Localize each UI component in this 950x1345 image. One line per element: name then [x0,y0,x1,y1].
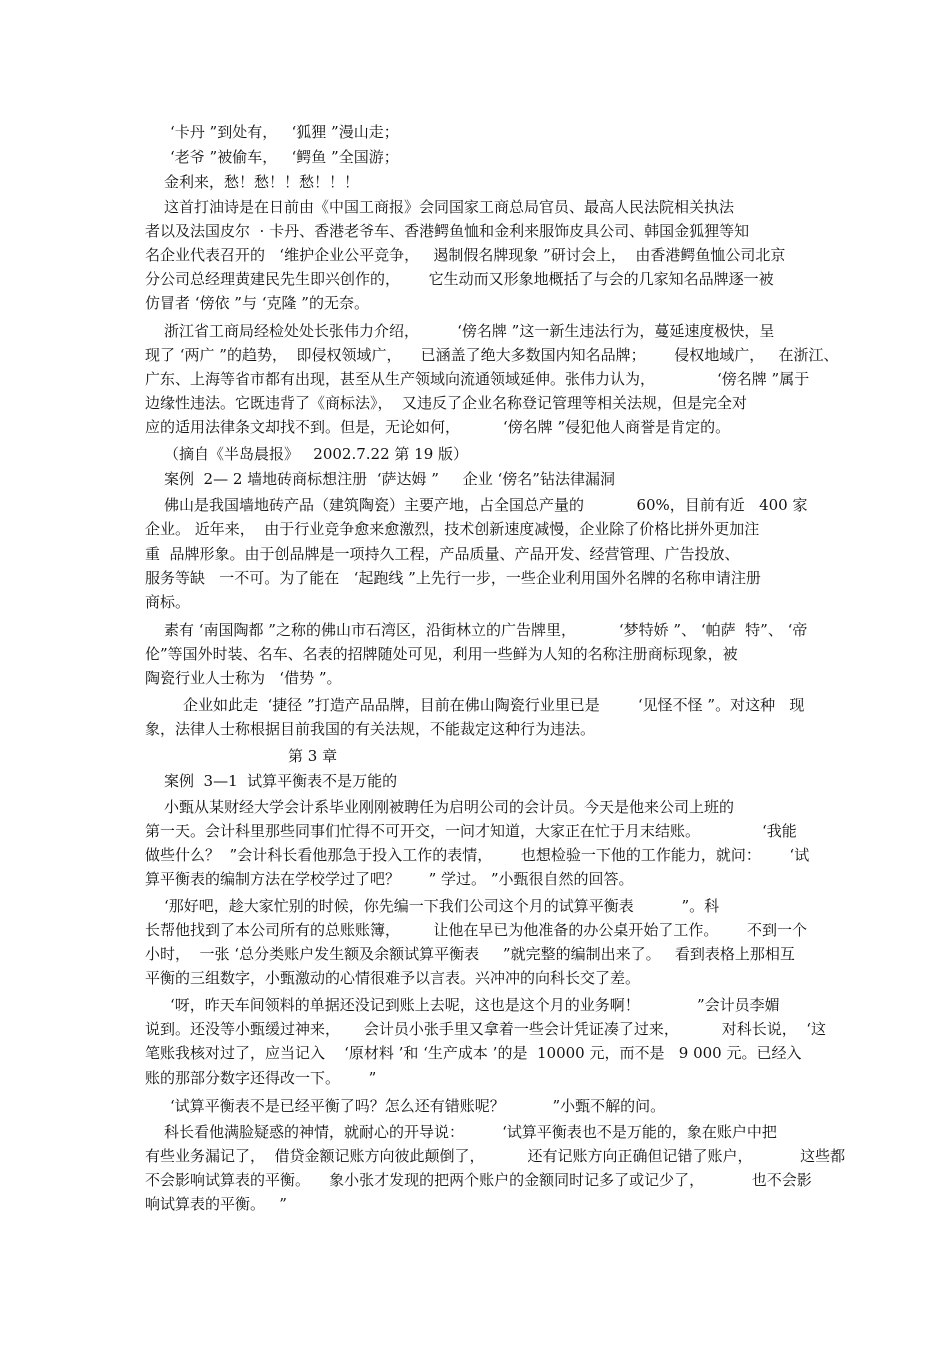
paragraph-line: 者以及法国皮尔 · 卡丹、香港老爷车、香港鳄鱼恤和金利来服饰皮具公司、韩国金狐狸等知 [145,222,750,240]
paragraph-line: ‘试算平衡表不是已经平衡了吗？怎么还有错账呢？ ”小甄不解的问。 [170,1097,666,1115]
paragraph-line: 不会影响试算表的平衡。 象小张才发现的把两个账户的金额同时记多了或记少了， 也不会影 [145,1171,812,1189]
source-citation: （摘自《半岛晨报》 2002.7.22 第 19 版） [164,445,469,463]
paragraph-line: 边缘性违法。它既违背了《商标法》， 又违反了企业名称登记管理等相关法规，但是完全对 [145,394,748,412]
case-heading: 案例 2— 2 墙地砖商标想注册 ‘萨达姆 ” 企业 ‘傍名”钻法律漏洞 [164,470,615,488]
paragraph-line: 第一天。会计科里那些同事们忙得不可开交，一问才知道，大家正在忙于月末结账。 ‘我能 [145,822,797,840]
paragraph-line: 响试算表的平衡。 ” [145,1195,287,1213]
paragraph-line: 平衡的三组数字，小甄激动的心情很难予以言表。兴冲冲的向科长交了差。 [145,969,641,987]
paragraph-line: 账的那部分数字还得改一下。 ” [145,1069,377,1087]
paragraph-line: 伦”等国外时装、名车、名表的招牌随处可见，利用一些鲜为人知的名称注册商标现象，被 [145,645,738,663]
paragraph-line: 企业如此走 ‘捷径 ”打造产品品牌，目前在佛山陶瓷行业里已是 ‘见怪不怪 ”。对这种 现 [183,696,805,714]
paragraph-line: 小时， 一张 ‘总分类账户发生额及余额试算平衡表 ”就完整的编制出来了。 看到表格上那相互 [145,945,795,963]
paragraph-line: 分公司总经理黄建民先生即兴创作的， 它生动而又形象地概括了与会的几家知名品牌逐一被 [145,270,774,288]
paragraph-line: 商标。 [145,593,191,611]
paragraph-line: 说到。还没等小甄缓过神来， 会计员小张手里又拿着一些会计凭证凑了过来， 对科长说， ‘这 [145,1020,827,1038]
paragraph-line: 这首打油诗是在日前由《中国工商报》会同国家工商总局官员、最高人民法院相关执法 [164,198,735,216]
paragraph-line: 做些什么？ ”会计科长看他那急于投入工作的表情， 也想检验一下他的工作能力，就问： ‘试 [145,846,810,864]
paragraph-line: 有些业务漏记了， 借贷金额记账方向彼此颠倒了， 还有记账方向正确但记错了账户， 这些都 [145,1147,846,1165]
paragraph-line: 小甄从某财经大学会计系毕业刚刚被聘任为启明公司的会计员。今天是他来公司上班的 [164,798,735,816]
poem-line-2: ‘老爷 ”被偷车， ‘鳄鱼 ”全国游； [170,148,399,166]
paragraph-line: 名企业代表召开的 ‘维护企业公平竞争， 遏制假名牌现象 ”研讨会上， 由香港鳄鱼恤公司北京 [145,246,786,264]
poem-line-3: 金利来，愁！愁！！愁！！！ [164,173,360,191]
paragraph-line: 企业。 近年来， 由于行业竞争愈来愈激烈，技术创新速度减慢，企业除了价格比拼外更加注 [145,520,760,538]
poem-line-1: ‘卡丹 ”到处有， ‘狐狸 ”漫山走； [170,123,399,141]
case-heading: 案例 3—1 试算平衡表不是万能的 [164,772,398,790]
paragraph-line: 素有 ‘南国陶都 ”之称的佛山市石湾区，沿街林立的广告牌里， ‘梦特娇 ”、 ‘帕萨 特”、 ‘帝 [164,621,808,639]
paragraph-line: 科长看他满脸疑惑的神情，就耐心的开导说： ‘试算平衡表也不是万能的，象在账户中把 [164,1123,777,1141]
paragraph-line: 服务等缺 一不可。为了能在 ‘起跑线 ”上先行一步，一些企业利用国外名牌的名称申请注册 [145,569,761,587]
chapter-heading: 第 3 章 [288,747,338,765]
paragraph-line: 浙江省工商局经检处处长张伟力介绍， ‘傍名牌 ”这一新生违法行为，蔓延速度极快，呈 [164,322,775,340]
paragraph-line: 广东、上海等省市都有出现，甚至从生产领域向流通领域延伸。张伟力认为， ‘傍名牌 ”属于 [145,370,810,388]
paragraph-line: 重 品牌形象。由于创品牌是一项持久工程，产品质量、产品开发、经营管理、广告投放、 [145,545,740,563]
paragraph-line: ‘呀，昨天车间领料的单据还没记到账上去呢，这也是这个月的业务啊！ ”会计员李媚 [170,996,780,1014]
paragraph-line: 仿冒者 ‘傍依 ”与 ‘克隆 ”的无奈。 [145,294,369,312]
paragraph-line: 佛山是我国墙地砖产品（建筑陶瓷）主要产地，占全国总产量的 60%，目前有近 400 家 [164,496,808,514]
paragraph-line: 陶瓷行业人士称为 ‘借势 ”。 [145,669,342,687]
paragraph-line: 算平衡表的编制方法在学校学过了吧？ ” 学过。 ”小甄很自然的回答。 [145,870,634,888]
paragraph-line: 笔账我核对过了，应当记入 ‘原材料 ’和 ‘生产成本 ’的是 10000 元，而不是 9 000 元。已经入 [145,1044,802,1062]
paragraph-line: 应的适用法律条文却找不到。但是，无论如何， ‘傍名牌 ”侵犯他人商誉是肯定的。 [145,418,731,436]
paragraph-line: ‘那好吧，趁大家忙别的时候，你先编一下我们公司这个月的试算平衡表 ”。科 [164,897,720,915]
paragraph-line: 象，法律人士称根据目前我国的有关法规，不能裁定这种行为违法。 [145,720,596,738]
paragraph-line: 长帮他找到了本公司所有的总账账簿， 让他在早已为他准备的办公桌开始了工作。 不到一个 [145,921,807,939]
paragraph-line: 现了 ‘两广 ”的趋势， 即侵权领域广， 已涵盖了绝大多数国内知名品牌； 侵权地域广， 在浙江、 [145,346,839,364]
